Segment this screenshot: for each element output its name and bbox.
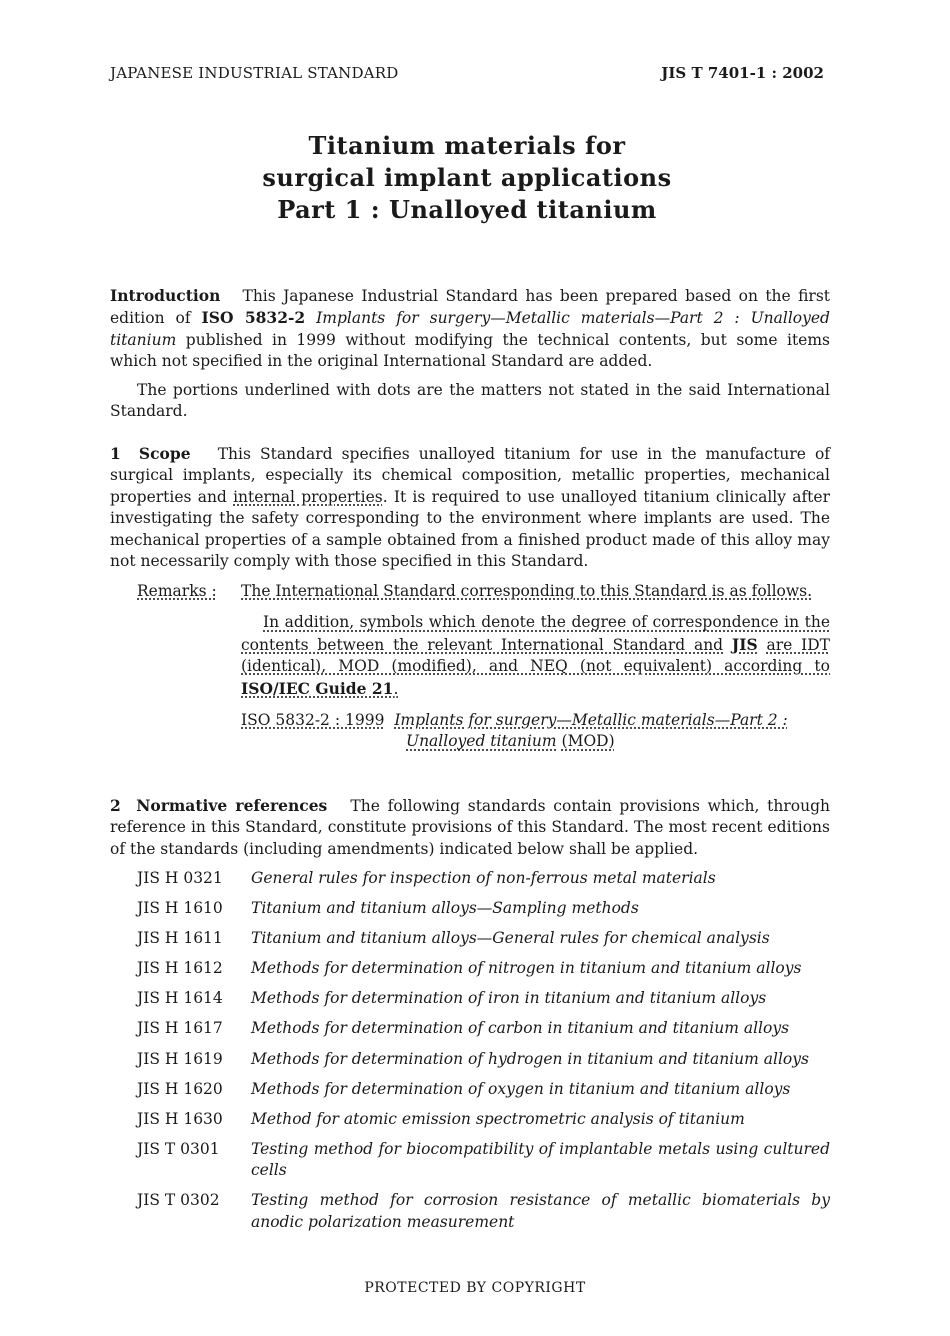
reference-item	[137, 988, 830, 1009]
reference-code: JIS H 0321	[137, 869, 223, 887]
remarks-body	[241, 581, 830, 763]
page-header	[110, 64, 824, 88]
document-title	[110, 130, 824, 226]
reference-item	[137, 958, 830, 979]
scope-text-a: This Standard specifies unalloyed titanium for use in the manufacture of surgical implants, especially its chemical composition, metallic properties, mechanical properties and	[110, 445, 831, 506]
standard-type-label: JAPANESE INDUSTRIAL STANDARD	[110, 64, 399, 82]
reference-item	[137, 868, 830, 889]
remarks-text-2b: are IDT (identical), MOD (modified), and NEQ (not equivalent) according to	[241, 635, 830, 676]
scope-heading: Scope	[138, 444, 191, 463]
scope-number: 1	[110, 444, 121, 463]
reference-title: Titanium and titanium alloys—General rules for chemical analysis	[251, 929, 770, 948]
reference-title: Methods for determination of iron in titanium and titanium alloys	[251, 989, 767, 1008]
reference-code: JIS H 1611	[137, 929, 223, 948]
reference-item	[137, 1139, 830, 1182]
reference-code: JIS H 1610	[137, 899, 223, 918]
reference-code: JIS H 1617	[137, 1019, 223, 1038]
iso-reference: ISO 5832-2	[201, 308, 306, 328]
remarks-paragraph-1	[241, 581, 830, 602]
reference-item	[137, 928, 830, 949]
normative-number: 2	[110, 796, 121, 815]
reference-title: Titanium and titanium alloys—Sampling methods	[251, 899, 639, 918]
normative-text: The following standards contain provisions which, through reference in this Standard, constitute provisions of this Standard. The most recent editions of the standards (including amendments) indicated below shall be applied.	[110, 797, 831, 858]
copyright-footer: PROTECTED BY COPYRIGHT	[364, 1280, 586, 1296]
title-line-2: surgical implant applications	[262, 163, 672, 192]
introduction-note-text: The portions underlined with dots are the matters not stated in the said International Standard.	[110, 381, 830, 421]
reference-title: Methods for determination of carbon in titanium and titanium alloys	[251, 1019, 790, 1038]
scope-section	[110, 443, 830, 572]
reference-code: JIS T 0301	[137, 1139, 220, 1158]
reference-code: JIS H 1620	[137, 1079, 223, 1098]
reference-item	[137, 1079, 830, 1100]
introduction-text-a: This Japanese Industrial Standard has been prepared based on the first edition of	[110, 287, 831, 328]
remarks-iso-title-b: Unalloyed titanium	[406, 732, 557, 751]
reference-code: JIS H 1630	[137, 1109, 223, 1128]
title-line-3: Part 1 : Unalloyed titanium	[277, 195, 657, 224]
remarks-iso-code: ISO 5832-2 : 1999	[241, 711, 385, 730]
remarks-iso-title-a: Implants for surgery—Metallic materials—Part 2 :	[394, 711, 788, 730]
normative-references-section	[110, 795, 830, 860]
remarks-paragraph-2	[241, 612, 830, 700]
introduction-heading: Introduction	[110, 286, 221, 305]
reference-code: JIS H 1619	[137, 1049, 223, 1068]
reference-title: Methods for determination of oxygen in titanium and titanium alloys	[251, 1079, 791, 1098]
reference-item	[137, 1049, 830, 1070]
scope-text-b: . It is required to use unalloyed titanium clinically after investigating the safety corresponding to the environment where implants are used. The mechanical properties of a sample obtained from a finished product made of this alloy may not necessarily comply with those specified in this Standard.	[110, 487, 830, 571]
reference-code: JIS T 0302	[137, 1191, 220, 1210]
reference-item	[137, 1109, 830, 1130]
remarks-iso-mod: (MOD)	[561, 732, 615, 751]
standard-number: JIS T 7401-1 : 2002	[661, 64, 824, 82]
remarks-text-1: The International Standard corresponding to this Standard is as follows.	[241, 582, 813, 600]
reference-title: Method for atomic emission spectrometric analysis of titanium	[251, 1109, 745, 1128]
introduction-text-b: published in 1999 without modifying the technical contents, but some items which not specified in the original International Standard are added.	[110, 330, 830, 371]
remarks-label: Remarks :	[137, 582, 217, 600]
reference-item	[137, 1018, 830, 1039]
remarks-text-2a: In addition, symbols which denote the degree of correspondence in the contents between the relevant International Standard and	[241, 613, 830, 654]
remarks-iso-line	[241, 710, 830, 753]
iso-title: Implants for surgery—Metallic materials—Part 2 : Unalloyed titanium	[110, 309, 830, 349]
reference-code: JIS H 1612	[137, 959, 223, 978]
reference-title: Testing method for corrosion resistance of metallic biomaterials by anodic polarization measurement	[251, 1191, 830, 1231]
introduction-paragraph	[110, 285, 830, 373]
remarks-text-end: .	[393, 679, 399, 698]
reference-item	[137, 898, 830, 919]
remarks-guide: ISO/IEC Guide 21	[241, 678, 394, 698]
title-line-1: Titanium materials for	[308, 131, 626, 160]
reference-title: General rules for inspection of non-ferrous metal materials	[251, 869, 716, 887]
reference-title: Testing method for biocompatibility of implantable metals using cultured cells	[251, 1139, 830, 1180]
reference-list	[137, 868, 830, 1242]
reference-item	[137, 1190, 830, 1233]
introduction-note	[110, 380, 830, 423]
remarks-jis: JIS	[731, 634, 758, 654]
reference-title: Methods for determination of nitrogen in titanium and titanium alloys	[251, 959, 802, 978]
normative-heading: Normative references	[136, 796, 328, 815]
reference-title: Methods for determination of hydrogen in titanium and titanium alloys	[251, 1049, 809, 1068]
reference-code: JIS H 1614	[137, 989, 223, 1008]
scope-dotted-text: internal properties	[233, 487, 383, 506]
